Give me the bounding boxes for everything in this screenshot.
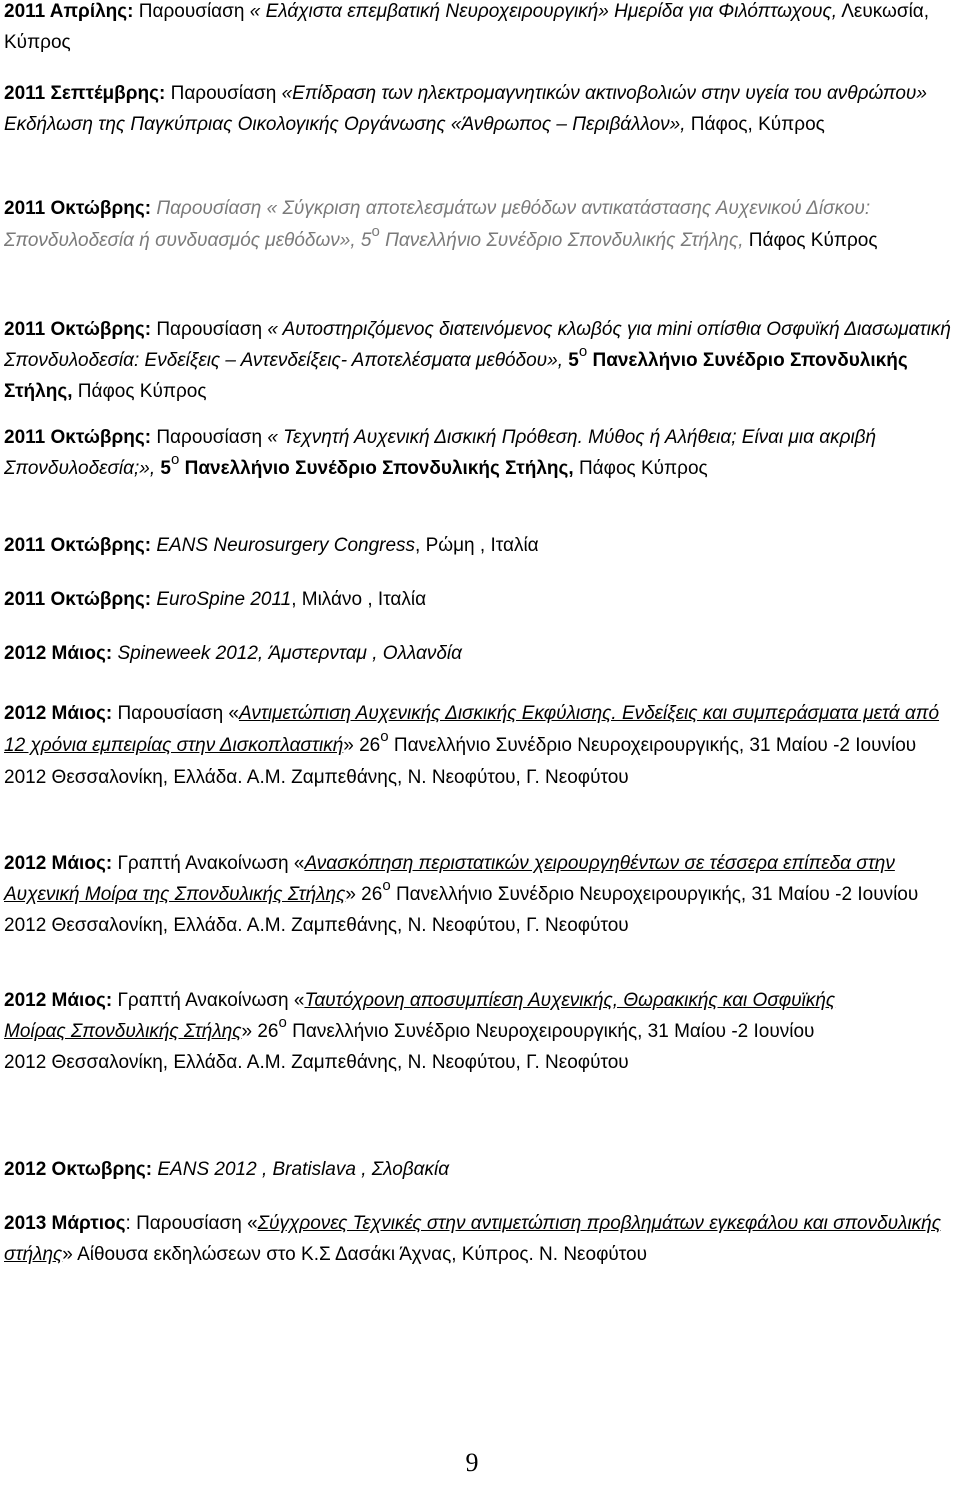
- page-number: 9: [465, 1448, 479, 1477]
- entry-title: Σύγχρονες Τεχνικές στην αντιμετώπιση προβλημάτων εγκεφάλου και σπονδυλικής στήλης: [4, 1213, 941, 1265]
- entry-type: Παρουσίαση: [138, 1, 245, 22]
- entry-event: EANS 2012 , Bratislava , Σλοβακία: [157, 1159, 450, 1180]
- cv-entry: [4, 0, 954, 58]
- ordinal-superscript: ο: [278, 1013, 287, 1031]
- ordinal-superscript: ο: [371, 222, 380, 240]
- entry-title: Ανασκόπηση περιστατικών χειρουργηθέντων σε τέσσερα επίπεδα στην Αυχενική Μοίρα της Σπονδυλικής Στήλης: [4, 853, 895, 905]
- entry-type: Παρουσίαση «: [117, 703, 239, 724]
- entry-details: Πάφος Κύπρος: [748, 230, 878, 251]
- entry-type: Παρουσίαση: [156, 198, 262, 219]
- entry-details: Πανελλήνιο Συνέδριο Νευροχειρουργικής, 31 Μαίου -2 Ιουνίου: [292, 1021, 815, 1042]
- entry-date: 2012 Μάιος:: [4, 853, 113, 874]
- entry-details: Πάφος, Κύπρος: [690, 114, 825, 135]
- entry-details: , Ρώμη , Ιταλία: [415, 535, 539, 556]
- entry-type: Γραπτή Ανακοίνωση «: [117, 990, 305, 1011]
- entry-ordinal: » 26: [343, 735, 381, 756]
- entry-type: Παρουσίαση: [156, 319, 263, 340]
- entry-details: Λευκωσία, Κύπρος: [4, 1, 930, 53]
- cv-entry: [4, 698, 954, 794]
- ordinal-superscript: ο: [578, 342, 588, 360]
- cv-entry: [4, 638, 954, 669]
- cv-entry: [4, 530, 954, 561]
- entry-ordinal: » 26: [241, 1021, 279, 1042]
- entry-date: 2012 Μάιος:: [4, 643, 113, 664]
- entry-type: : Παρουσίαση «: [125, 1213, 258, 1234]
- entry-conference: Πανελλήνιο Συνέδριο Σπονδυλικής Στήλης,: [184, 458, 574, 479]
- entry-ordinal: 5: [568, 350, 579, 371]
- entry-date: 2012 Μάιος:: [4, 990, 113, 1011]
- entry-date: 2011 Οκτώβρης:: [4, 198, 152, 219]
- cv-entry: [4, 1154, 954, 1185]
- entry-type: Γραπτή Ανακοίνωση «: [117, 853, 305, 874]
- entry-title: « Ελάχιστα επεμβατική Νευροχειρουργική» Ημερίδα για Φιλόπτωχους,: [249, 1, 837, 22]
- cv-entry: [4, 78, 954, 140]
- entry-event: EuroSpine 2011: [156, 589, 292, 610]
- entry-details-continued: 2012 Θεσσαλονίκη, Ελλάδα. Α.Μ. Ζαμπεθάνης, Ν. Νεοφύτου, Γ. Νεοφύτου: [4, 1052, 629, 1073]
- entry-title: «Επίδραση των ηλεκτρομαγνητικών ακτινοβολιών στην υγεία του ανθρώπου» Εκδήλωση της Παγκύπριας Οικολογικής Οργάνωσης «Άνθρωπος – Περιβάλλον»,: [4, 83, 927, 135]
- entry-event: Spineweek 2012, Άμστερνταμ , Ολλανδία: [117, 643, 462, 664]
- entry-date: 2011 Οκτώβρης:: [4, 427, 152, 448]
- entry-date: 2013 Μάρτιος: [4, 1213, 126, 1234]
- cv-entry: [4, 848, 954, 941]
- entry-title: « Σύγκριση αποτελεσμάτων μεθόδων αντικατάστασης Αυχενικού Δίσκου: Σπονδυλοδεσία ή συνδυασμός μεθόδων», 5: [4, 198, 871, 251]
- entry-event: EANS Neurosurgery Congress: [156, 535, 416, 556]
- cv-entry: [4, 193, 954, 257]
- ordinal-superscript: ο: [382, 876, 391, 894]
- entry-ordinal: » 26: [345, 884, 383, 905]
- entry-title: « Τεχνητή Αυχενική Δισκική Πρόθεση. Μύθος ή Αλήθεια; Είναι μια ακριβή Σπονδυλοδεσία;»,: [4, 427, 877, 479]
- entry-date: 2011 Οκτώβρης:: [4, 535, 152, 556]
- entry-details: , Μιλάνο , Ιταλία: [291, 589, 427, 610]
- entry-details: Πανελλήνιο Συνέδριο Νευροχειρουργικής, 31 Μαίου -2 Ιουνίου 2012 Θεσσαλονίκη, Ελλάδα. Α.Μ. Ζαμπεθάνης, Ν. Νεοφύτου, Γ. Νεοφύτου: [4, 735, 917, 788]
- cv-entry: [4, 584, 954, 615]
- entry-title: « Αυτοστηριζόμενος διατεινόμενος κλωβός για mini οπίσθια Οσφυϊκή Διασωματική Σπονδυλοδεσία: Ενδείξεις – Αντενδείξεις- Αποτελέσματα μεθόδου»,: [4, 319, 951, 371]
- entry-date: 2012 Οκτωβρης:: [4, 1159, 153, 1180]
- ordinal-superscript: ο: [380, 727, 389, 745]
- entry-date: 2012 Μάιος:: [4, 703, 113, 724]
- entry-conference: Πανελλήνιο Συνέδριο Σπονδυλικής Στήλης,: [385, 230, 744, 251]
- cv-entry: [4, 1208, 954, 1270]
- entry-date: 2011 Απρίλης:: [4, 1, 134, 22]
- cv-entry: [4, 422, 954, 484]
- entry-details: » Αίθουσα εκδηλώσεων στο Κ.Σ Δασάκι Άχνας, Κύπρος. Ν. Νεοφύτου: [62, 1244, 647, 1265]
- cv-entry: [4, 314, 954, 407]
- entry-ordinal: 5: [160, 458, 171, 479]
- entry-date: 2011 Οκτώβρης:: [4, 589, 152, 610]
- entry-title-continued: Μοίρας Σπονδυλικής Στήλης: [4, 1021, 242, 1042]
- entry-type: Παρουσίαση: [170, 83, 277, 104]
- entry-details: Πανελλήνιο Συνέδριο Νευροχειρουργικής, 31 Μαίου -2 Ιουνίου 2012 Θεσσαλονίκη, Ελλάδα. Α.Μ. Ζαμπεθάνης, Ν. Νεοφύτου, Γ. Νεοφύτου: [4, 884, 919, 936]
- entry-date: 2011 Οκτώβρης:: [4, 319, 152, 340]
- ordinal-superscript: ο: [170, 450, 180, 468]
- entry-date: 2011 Σεπτέμβρης:: [4, 83, 166, 104]
- entry-title: Αντιμετώπιση Αυχενικής Δισκικής Εκφύλισης. Ενδείξεις και συμπεράσματα μετά από 12 χρόνια εμπειρίας στην Δισκοπλαστική: [4, 703, 940, 756]
- entry-conference: Πανελλήνιο Συνέδριο Σπονδυλικής Στήλης,: [4, 350, 908, 402]
- entry-type: Παρουσίαση: [156, 427, 263, 448]
- entry-title: Ταυτόχρονη αποσυμπίεση Αυχενικής, Θωρακικής και Οσφυϊκής: [304, 990, 836, 1011]
- entry-details: Πάφος Κύπρος: [578, 458, 708, 479]
- cv-entry: [4, 985, 954, 1078]
- entry-details: Πάφος Κύπρος: [77, 381, 207, 402]
